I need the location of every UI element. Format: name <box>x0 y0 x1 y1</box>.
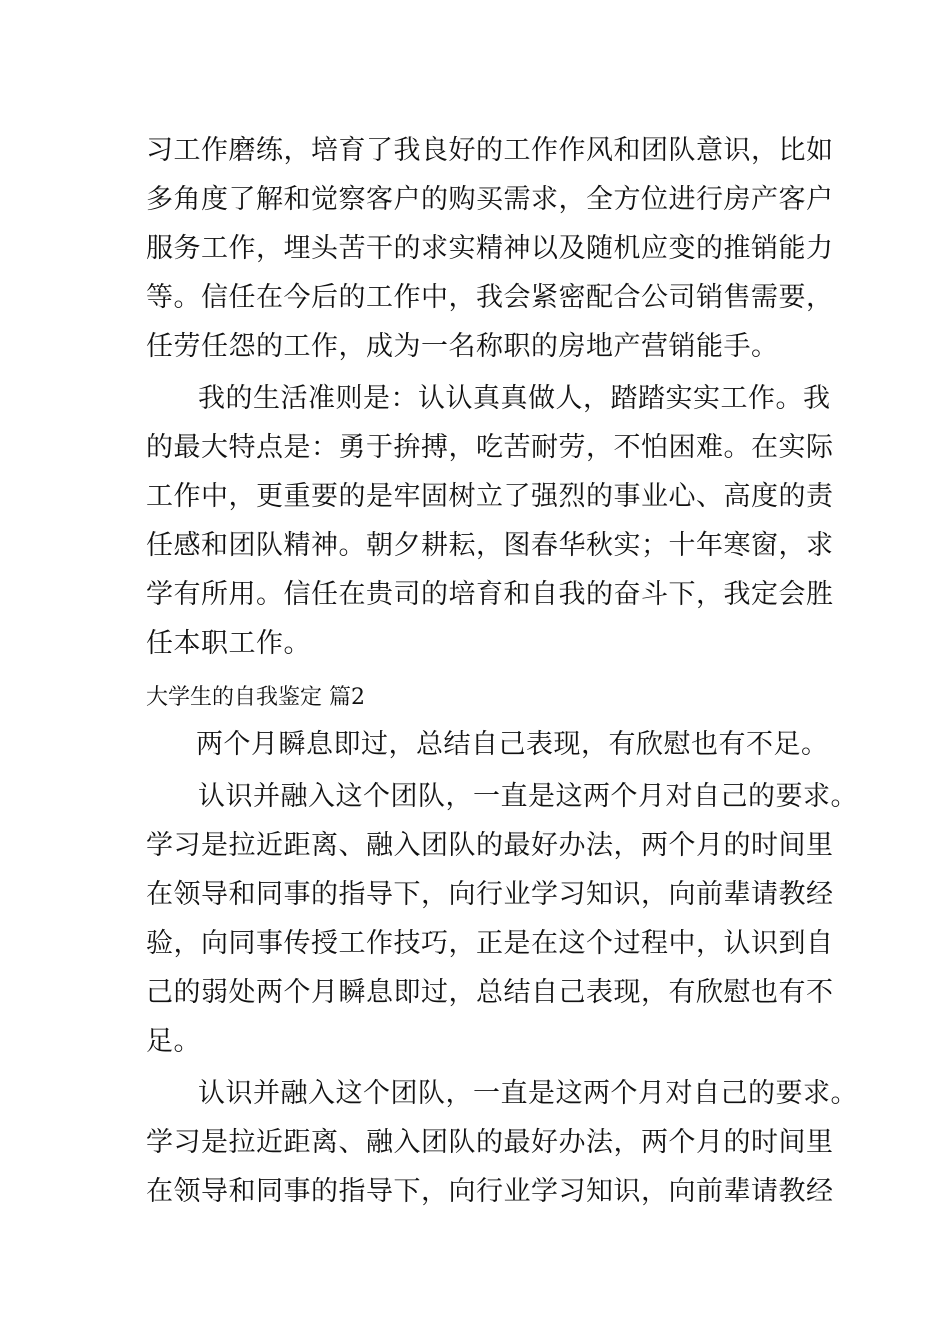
text-line: 认识并融入这个团队，一直是这两个月对自己的要求。 <box>198 1078 858 1109</box>
text-line: 习工作磨练，培育了我良好的工作作风和团队意识，比如 <box>146 135 834 166</box>
text-line: 学有所用。信任在贵司的培育和自我的奋斗下，我定会胜 <box>146 579 834 610</box>
section-heading: 大学生的自我鉴定 篇2 <box>146 685 365 710</box>
text-line: 任本职工作。 <box>146 628 311 659</box>
text-line: 认识并融入这个团队，一直是这两个月对自己的要求。 <box>198 781 858 812</box>
text-line: 在领导和同事的指导下，向行业学习知识，向前辈请教经 <box>146 1176 834 1207</box>
text-line: 学习是拉近距离、融入团队的最好办法，两个月的时间里 <box>146 830 834 861</box>
text-line: 验，向同事传授工作技巧，正是在这个过程中，认识到自 <box>146 928 834 959</box>
text-line: 己的弱处两个月瞬息即过，总结自己表现，有欣慰也有不 <box>146 977 834 1008</box>
text-line: 服务工作，埋头苦干的求实精神以及随机应变的推销能力 <box>146 233 834 264</box>
text-line: 我的生活准则是：认认真真做人，踏踏实实工作。我 <box>198 383 831 414</box>
text-line: 足。 <box>146 1026 201 1057</box>
text-line: 工作中，更重要的是牢固树立了强烈的事业心、高度的责 <box>146 481 834 512</box>
text-line: 任劳任怨的工作，成为一名称职的房地产营销能手。 <box>146 331 779 362</box>
text-line: 两个月瞬息即过，总结自己表现，有欣慰也有不足。 <box>196 729 829 760</box>
text-line: 多角度了解和觉察客户的购买需求，全方位进行房产客户 <box>146 184 834 215</box>
text-line: 的最大特点是：勇于拚搏，吃苦耐劳，不怕困难。在实际 <box>146 432 834 463</box>
text-line: 任感和团队精神。朝夕耕耘，图春华秋实；十年寒窗，求 <box>146 530 834 561</box>
text-line: 学习是拉近距离、融入团队的最好办法，两个月的时间里 <box>146 1127 834 1158</box>
text-line: 等。信任在今后的工作中，我会紧密配合公司销售需要， <box>146 282 834 313</box>
text-line: 在领导和同事的指导下，向行业学习知识，向前辈请教经 <box>146 879 834 910</box>
